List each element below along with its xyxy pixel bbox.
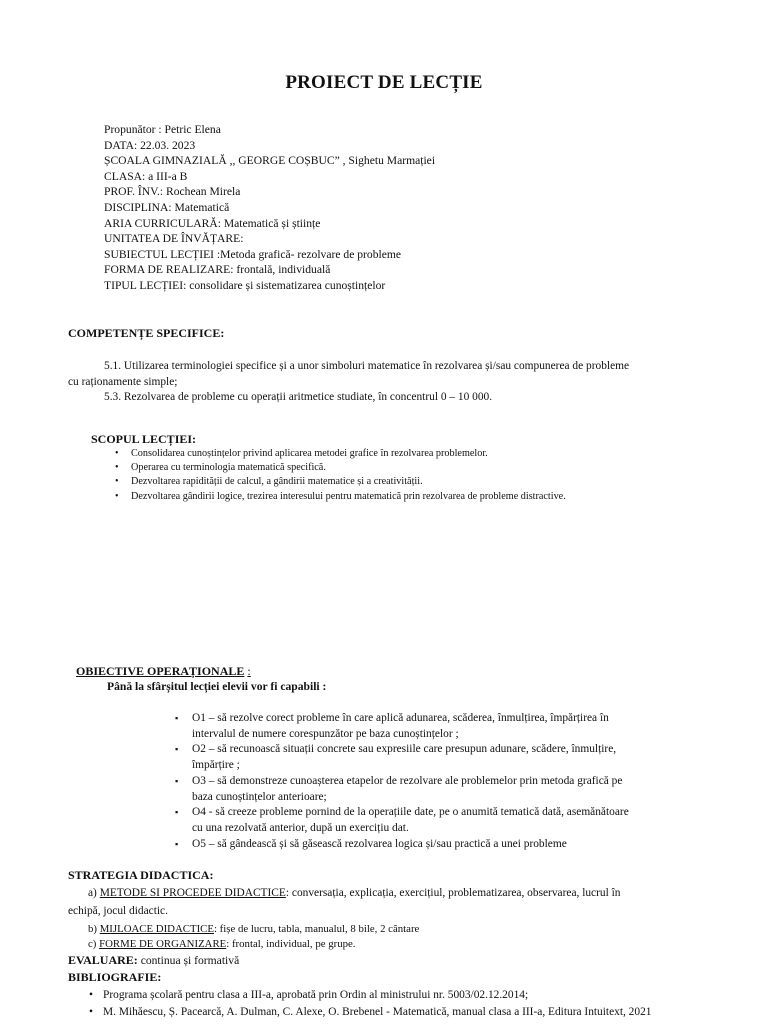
list-item: • M. Mihăescu, Ș. Pacearcă, A. Dulman, C. Alexe, O. Brebenel - Matematică, manual clasa a III-a, Editura Intuitext, 2021	[103, 1004, 651, 1021]
list-item	[192, 711, 629, 742]
page-title: PROIECT DE LECȚIE	[285, 72, 483, 93]
list-item: • Operarea cu terminologia matematică specifică.	[131, 461, 566, 475]
lesson-info-block	[104, 122, 435, 294]
list-item: • Dezvoltarea rapidității de calcul, a gândirii matematice și a creativității.	[131, 475, 566, 489]
objective-o5-line1: ▪ O5 – să gândească și să găsească rezolvarea logica și/sau practică a unei probleme	[192, 837, 567, 850]
competente-heading: COMPETENȚE SPECIFICE:	[68, 326, 225, 340]
strategia-c-label: FORME DE ORGANIZARE	[99, 938, 227, 950]
bibliografie-heading: BIBLIOGRAFIE:	[68, 970, 162, 984]
obiective-heading-text: OBIECTIVE OPERAȚIONALE	[76, 664, 245, 678]
info-class: CLASA: a III-a B	[104, 169, 188, 183]
objective-o3-line2: baza cunoștințelor anterioare;	[192, 790, 327, 803]
info-school: ȘCOALA GIMNAZIALĂ ,, GEORGE COȘBUC” , Sighetu Marmației	[104, 154, 436, 168]
strategia-b-text: : fișe de lucru, tabla, manualul, 8 bile, 2 cântare	[213, 923, 420, 935]
objective-o2-line2: împărțire ;	[192, 759, 240, 772]
bibliografie-list	[103, 987, 651, 1020]
list-item	[192, 742, 629, 773]
obiective-intro: Până la sfârșitul lecției elevii vor fi capabili :	[107, 680, 327, 693]
info-subject: SUBIECTUL LECȚIEI :Metoda grafică- rezolvare de probleme	[104, 247, 402, 261]
scop-list	[131, 447, 566, 504]
strategia-a-text: : conversația, explicația, exercițiul, problematizarea, observarea, lucrul în	[285, 887, 621, 899]
objective-o4-line2: cu una rezolvată anterior, după un exercițiu dat.	[192, 821, 409, 834]
competenta-5-1-line1: 5.1. Utilizarea terminologiei specifice și a unor simboluri matematice în rezolvarea și/sau compunerea de probleme	[104, 360, 630, 372]
objective-o2-line1: ▪ O2 – să recunoască situații concrete sau expresiile care presupun adunare, scădere, înmulțire,	[192, 743, 617, 756]
strategia-a	[88, 885, 620, 901]
strategia-c-text: : frontal, individual, pe grupe.	[226, 938, 356, 950]
info-learning-unit: UNITATEA DE ÎNVĂȚARE:	[104, 232, 244, 246]
objective-o1-line1: ▪ O1 – să rezolve corect probleme în care aplică adunarea, scăderea, înmulțirea, împărțirea în	[192, 712, 609, 724]
strategia-c	[88, 936, 356, 952]
objective-o4-line1: ▪ O4 - să creeze probleme pornind de la operațiile date, pe o anumită tematică dată, asemănătoare	[192, 806, 629, 819]
list-item: • Consolidarea cunoștințelor privind aplicarea metodei grafice în rezolvarea problemelor.	[131, 447, 566, 461]
scop-heading: SCOPUL LECȚIEI:	[91, 432, 197, 446]
list-item: • Dezvoltarea gândirii logice, trezirea interesului pentru matematică prin rezolvarea de probleme distractive.	[131, 490, 566, 504]
info-discipline: DISCIPLINA: Matematică	[104, 200, 230, 214]
obiective-heading	[76, 664, 251, 679]
list-item	[192, 805, 629, 836]
competenta-5-1-line2: cu raționamente simple;	[68, 376, 178, 388]
evaluare	[68, 953, 239, 968]
objective-o3-line1: ▪ O3 – să demonstreze cunoașterea etapelor de rezolvare ale problemelor prin metoda grafică pe	[192, 774, 623, 787]
objective-o1-line2: intervalul de numere corespunzător pe baza cunoștințelor ;	[192, 727, 459, 740]
strategia-b	[88, 921, 419, 937]
list-item: • Programa școlară pentru clasa a III-a, aprobată prin Ordin al ministrului nr. 5003/02.12.2014;	[103, 987, 651, 1004]
strategia-a-line2: echipă, jocul didactic.	[68, 905, 168, 917]
strategia-heading: STRATEGIA DIDACTICA:	[68, 868, 214, 882]
info-curricular-area: ARIA CURRICULARĂ: Matematică și științe	[104, 216, 321, 230]
strategia-b-label: MIJLOACE DIDACTICE	[99, 923, 214, 935]
strategia-b-prefix: b)	[88, 923, 97, 935]
obiective-heading-suffix: :	[247, 664, 251, 678]
strategia-c-prefix: c)	[88, 938, 97, 950]
evaluare-text: continua și formativă	[137, 954, 240, 967]
strategia-a-prefix: a)	[88, 887, 97, 899]
obiective-list	[192, 711, 629, 852]
strategia-a-label: METODE SI PROCEDEE DIDACTICE	[99, 887, 286, 899]
info-lesson-type: TIPUL LECȚIEI: consolidare și sistematizarea cunoștințelor	[104, 278, 386, 292]
evaluare-label: EVALUARE:	[68, 953, 138, 967]
info-form: FORMA DE REALIZARE: frontală, individuală	[104, 263, 331, 277]
info-proposer: Propunător : Petric Elena	[104, 123, 221, 136]
list-item	[192, 837, 629, 853]
info-teacher: PROF. ÎNV.: Rochean Mirela	[104, 185, 241, 199]
competenta-5-3: 5.3. Rezolvarea de probleme cu operații aritmetice studiate, în concentrul 0 – 10 000.	[104, 391, 493, 403]
list-item	[192, 774, 629, 805]
info-date: DATA: 22.03. 2023	[104, 138, 196, 152]
